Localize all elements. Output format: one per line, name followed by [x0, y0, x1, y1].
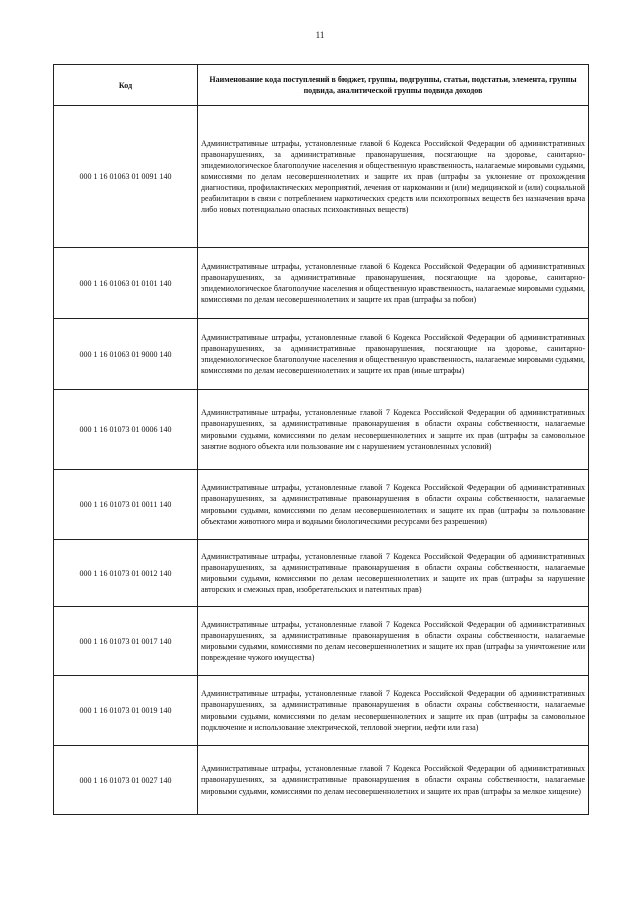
table-row	[54, 676, 589, 746]
row-description: Административные штрафы, установленные главой 7 Кодекса Российской Федерации об административных правонарушениях, за административные правонарушения в области охраны собственности, налагаемые мировыми судьями, комиссиями по делам несовершеннолетних и защите их прав (штрафы за мелкое хищение)	[198, 746, 589, 815]
row-code: 000 1 16 01073 01 0006 140	[54, 390, 198, 470]
row-code: 000 1 16 01063 01 0091 140	[54, 106, 198, 248]
row-description: Административные штрафы, установленные главой 6 Кодекса Российской Федерации об административных правонарушениях, за административные правонарушения, посягающие на здоровье, санитарно-эпидемиологическое благополучие населения и общественную нравственность, налагаемые мировыми судьями, комиссиями по делам несовершеннолетних и защите их прав (иные штрафы)	[198, 319, 589, 390]
row-description: Административные штрафы, установленные главой 7 Кодекса Российской Федерации об административных правонарушениях, за административные правонарушения в области охраны собственности, налагаемые мировыми судьями, комиссиями по делам несовершеннолетних и защите их прав (штрафы за самовольное занятие водного объекта или пользование им с нарушением установленных условий)	[198, 390, 589, 470]
page-number: 11	[315, 30, 325, 40]
column-header-name: Наименование кода поступлений в бюджет, группы, подгруппы, статьи, подстатьи, элемента, группы подвида, аналитической группы подвида доходов	[198, 65, 589, 106]
row-description: Административные штрафы, установленные главой 7 Кодекса Российской Федерации об административных правонарушениях, за административные правонарушения в области охраны собственности, налагаемые мировыми судьями, комиссиями по делам несовершеннолетних и защите их прав (штрафы за пользование объектами животного мира и водными биологическими ресурсами без разрешения)	[198, 470, 589, 540]
row-code: 000 1 16 01073 01 0017 140	[54, 607, 198, 676]
table-row	[54, 540, 589, 607]
row-code: 000 1 16 01073 01 0027 140	[54, 746, 198, 815]
table-row	[54, 390, 589, 470]
table-row	[54, 470, 589, 540]
table-header-row	[54, 65, 589, 106]
row-description: Административные штрафы, установленные главой 7 Кодекса Российской Федерации об административных правонарушениях, за административные правонарушения в области охраны собственности, налагаемые мировыми судьями, комиссиями по делам несовершеннолетних и защите их прав (штрафы за самовольное подключение и использование электрической, тепловой энергии, нефти или газа)	[198, 676, 589, 746]
row-code: 000 1 16 01063 01 0101 140	[54, 248, 198, 319]
row-code: 000 1 16 01073 01 0019 140	[54, 676, 198, 746]
column-header-code: Код	[54, 65, 198, 106]
table-row	[54, 319, 589, 390]
revenue-codes-table	[53, 64, 589, 815]
row-description: Административные штрафы, установленные главой 7 Кодекса Российской Федерации об административных правонарушениях, за административные правонарушения в области охраны собственности, налагаемые мировыми судьями, комиссиями по делам несовершеннолетних и защите их прав (штрафы за нарушение авторских и смежных прав, изобретательских и патентных прав)	[198, 540, 589, 607]
row-code: 000 1 16 01063 01 9000 140	[54, 319, 198, 390]
row-code: 000 1 16 01073 01 0012 140	[54, 540, 198, 607]
table-row	[54, 746, 589, 815]
table-row	[54, 106, 589, 248]
row-description: Административные штрафы, установленные главой 7 Кодекса Российской Федерации об административных правонарушениях, за административные правонарушения в области охраны собственности, налагаемые мировыми судьями, комиссиями по делам несовершеннолетних и защите их прав (штрафы за уничтожение или повреждение чужого имущества)	[198, 607, 589, 676]
table-row	[54, 607, 589, 676]
table-row	[54, 248, 589, 319]
row-description: Административные штрафы, установленные главой 6 Кодекса Российской Федерации об административных правонарушениях, за административные правонарушения, посягающие на здоровье, санитарно-эпидемиологическое благополучие населения и общественную нравственность, налагаемые мировыми судьями, комиссиями по делам несовершеннолетних и защите их прав (штрафы за уклонение от прохождения диагностики, профилактических мероприятий, лечения от наркомании и (или) медицинской и (или) социальной реабилитации в связи с потреблением наркотических средств или психотропных веществ без назначения врача либо новых потенциально опасных психоактивных веществ)	[198, 106, 589, 248]
row-code: 000 1 16 01073 01 0011 140	[54, 470, 198, 540]
row-description: Административные штрафы, установленные главой 6 Кодекса Российской Федерации об административных правонарушениях, за административные правонарушения, посягающие на здоровье, санитарно-эпидемиологическое благополучие населения и общественную нравственность, налагаемые мировыми судьями, комиссиями по делам несовершеннолетних и защите их прав (штрафы за побои)	[198, 248, 589, 319]
